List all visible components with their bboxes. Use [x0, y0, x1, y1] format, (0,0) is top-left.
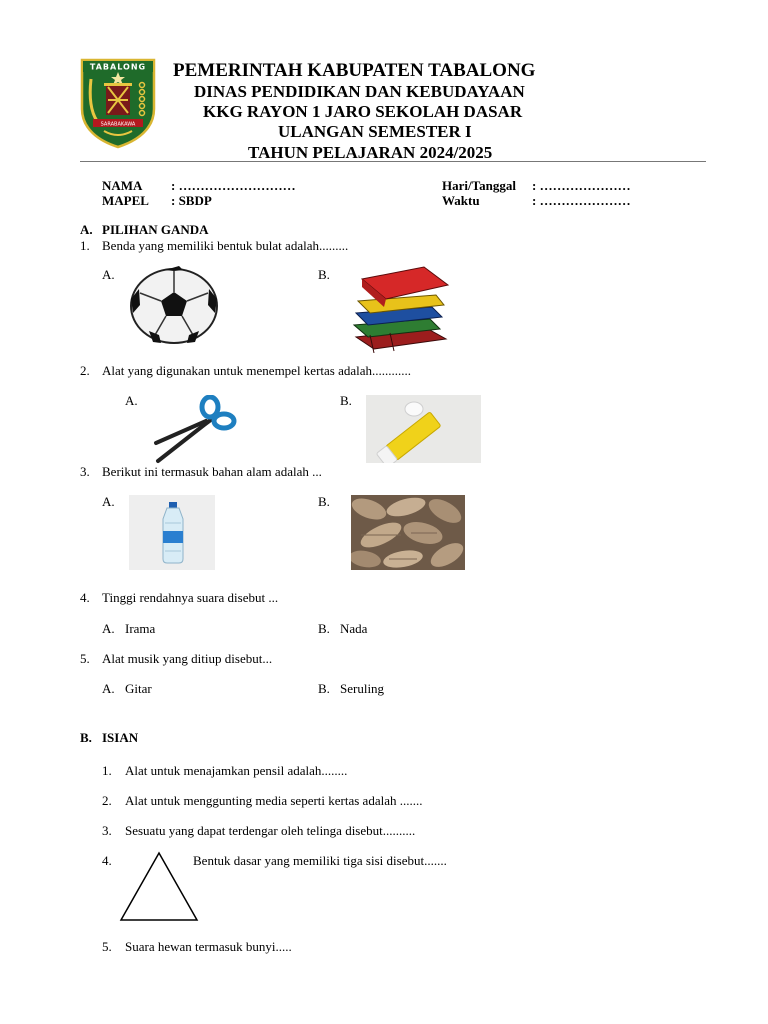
water-bottle-icon — [129, 495, 215, 570]
q5-option-b-text: Seruling — [340, 681, 385, 696]
logo-ribbon-text: SARABAKAWA — [100, 121, 136, 128]
date-label: Hari/Tanggal — [442, 178, 516, 193]
isian-1-number: 1. — [102, 763, 112, 778]
header-kkg: KKG RAYON 1 JARO SEKOLAH DASAR — [203, 102, 523, 121]
date-field: : ………………… — [532, 178, 631, 193]
q4-option-b: B. — [318, 621, 330, 636]
q1-text: Benda yang memiliki bentuk bulat adalah......... — [102, 238, 349, 253]
scissors-icon — [152, 395, 238, 467]
name-label: NAMA — [102, 178, 143, 193]
header-department: DINAS PENDIDIKAN DAN KEBUDAYAAN — [194, 82, 525, 101]
isian-2-text: Alat untuk menggunting media seperti kertas adalah ....... — [125, 793, 423, 808]
q4-option-a-text: Irama — [125, 621, 156, 636]
q4-number: 4. — [80, 590, 90, 605]
isian-1-text: Alat untuk menajamkan pensil adalah........ — [125, 763, 348, 778]
header-divider — [80, 161, 706, 162]
q5-option-a: A. — [102, 681, 115, 696]
isian-5-number: 5. — [102, 939, 112, 954]
q1-option-a: A. — [102, 267, 115, 282]
q2-option-b: B. — [340, 393, 352, 408]
q3-option-b: B. — [318, 494, 330, 509]
dry-leaves-icon — [351, 495, 465, 570]
q2-text: Alat yang digunakan untuk menempel kertas adalah............ — [102, 363, 412, 378]
section-b-title: ISIAN — [102, 730, 139, 745]
isian-5-text: Suara hewan termasuk bunyi..... — [125, 939, 292, 954]
glue-stick-icon — [366, 395, 481, 463]
isian-4-text: Bentuk dasar yang memiliki tiga sisi disebut....... — [193, 853, 447, 868]
subject-value: : SBDP — [171, 193, 212, 208]
books-icon — [350, 265, 450, 353]
name-field: : ……………………… — [171, 178, 296, 193]
q3-number: 3. — [80, 464, 90, 479]
time-field: : ………………… — [532, 193, 631, 208]
soccer-ball-icon — [129, 265, 219, 345]
q5-option-b: B. — [318, 681, 330, 696]
q3-option-a: A. — [102, 494, 115, 509]
section-a-letter: A. — [80, 222, 93, 237]
q4-option-a: A. — [102, 621, 115, 636]
q5-text: Alat musik yang ditiup disebut... — [102, 651, 273, 666]
header-exam: ULANGAN SEMESTER I — [278, 122, 472, 141]
isian-4-number: 4. — [102, 853, 112, 868]
isian-2-number: 2. — [102, 793, 112, 808]
subject-label: MAPEL — [102, 193, 149, 208]
q5-number: 5. — [80, 651, 90, 666]
time-label: Waktu — [442, 193, 480, 208]
q2-number: 2. — [80, 363, 90, 378]
q1-number: 1. — [80, 238, 90, 253]
q5-option-a-text: Gitar — [125, 681, 152, 696]
q4-option-b-text: Nada — [340, 621, 368, 636]
q4-text: Tinggi rendahnya suara disebut ... — [102, 590, 279, 605]
logo-top-text: TABALONG — [89, 62, 147, 72]
header-government: PEMERINTAH KABUPATEN TABALONG — [173, 60, 536, 81]
section-b-letter: B. — [80, 730, 92, 745]
triangle-icon — [118, 850, 200, 924]
q1-option-b: B. — [318, 267, 330, 282]
section-a-title: PILIHAN GANDA — [102, 222, 209, 237]
q2-option-a: A. — [125, 393, 138, 408]
isian-3-number: 3. — [102, 823, 112, 838]
isian-3-text: Sesuatu yang dapat terdengar oleh telinga disebut.......... — [125, 823, 416, 838]
header-year: TAHUN PELAJARAN 2024/2025 — [248, 143, 493, 162]
tabalong-logo — [79, 57, 157, 149]
q3-text: Berikut ini termasuk bahan alam adalah ... — [102, 464, 322, 479]
